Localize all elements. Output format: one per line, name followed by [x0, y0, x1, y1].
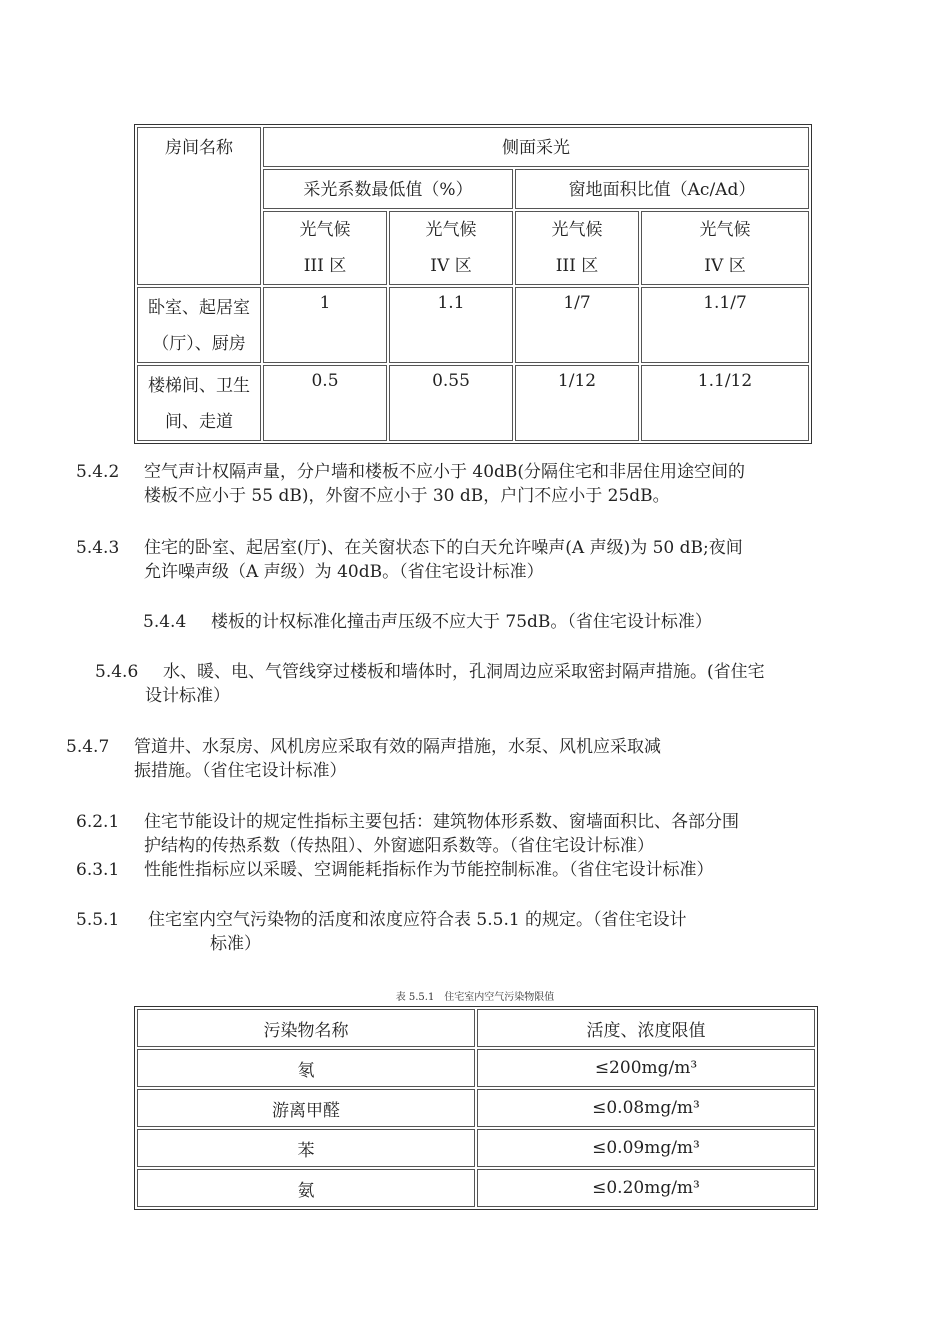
clause-text: 住宅室内空气污染物的活度和浓度应符合表 5.5.1 的规定。（省住宅设计	[148, 910, 687, 930]
value-cell: 1/12	[515, 365, 639, 441]
clause-text: 空气声计权隔声量，分户墙和楼板不应小于 40dB(分隔住宅和非居住用途空间的	[144, 462, 746, 482]
clause-number: 5.4.6	[95, 662, 139, 682]
clause-text: 住宅节能设计的规定性指标主要包括：建筑物体形系数、窗墙面积比、各部分围	[144, 812, 739, 832]
clause-5-5-1	[76, 908, 687, 956]
room-name-header: 房间名称	[137, 127, 261, 285]
coef-header: 采光系数最低值（%）	[263, 169, 513, 209]
lighting-table	[134, 124, 812, 444]
pollutant-limit: ≤0.20mg/m³	[477, 1169, 815, 1207]
clause-5-4-4	[143, 610, 712, 634]
clause-text-cont: 允许噪声级（A 声级）为 40dB。（省住宅设计标准）	[144, 562, 544, 582]
table-row	[137, 1169, 815, 1207]
value-cell: 1	[263, 287, 387, 363]
zone-header: 光气候 IV 区	[641, 211, 809, 285]
clause-text-cont: 振措施。（省住宅设计标准）	[134, 761, 347, 781]
clause-6-3-1	[76, 858, 714, 882]
value-cell: 0.55	[389, 365, 513, 441]
zone-header: 光气候 IV 区	[389, 211, 513, 285]
table-row	[137, 287, 809, 363]
clause-5-4-3	[76, 536, 743, 584]
clause-text: 性能性指标应以采暖、空调能耗指标作为节能控制标准。（省住宅设计标准）	[144, 860, 714, 880]
table-row	[137, 1049, 815, 1087]
clause-number: 5.4.4	[143, 612, 187, 632]
clause-text-cont: 标准）	[210, 934, 261, 954]
clause-number: 5.4.2	[76, 462, 120, 482]
clause-text: 水、暖、电、气管线穿过楼板和墙体时，孔洞周边应采取密封隔声措施。(省住宅	[163, 662, 765, 682]
clause-5-4-2	[76, 460, 745, 508]
pollutant-name: 氡	[137, 1049, 475, 1087]
clause-text: 住宅的卧室、起居室(厅)、在关窗状态下的白天允许噪声(A 声级)为 50 dB;夜间	[144, 538, 743, 558]
pollutant-table	[134, 1006, 818, 1210]
pollutant-name: 游离甲醛	[137, 1089, 475, 1127]
room-name-cell: 楼梯间、卫生 间、走道	[137, 365, 261, 441]
clause-number: 5.5.1	[76, 910, 120, 930]
column-header: 污染物名称	[137, 1009, 475, 1047]
column-header: 活度、浓度限值	[477, 1009, 815, 1047]
table-row	[137, 365, 809, 441]
table-row	[137, 1129, 815, 1167]
clause-text: 楼板的计权标准化撞击声压级不应大于 75dB。（省住宅设计标准）	[211, 612, 712, 632]
pollutant-limit: ≤0.08mg/m³	[477, 1089, 815, 1127]
clause-number: 5.4.3	[76, 538, 120, 558]
room-name-cell: 卧室、起居室 （厅）、厨房	[137, 287, 261, 363]
zone-header: 光气候 III 区	[515, 211, 639, 285]
ratio-header: 窗地面积比值（Ac/Ad）	[515, 169, 809, 209]
clause-text-cont: 楼板不应小于 55 dB)，外窗不应小于 30 dB，户门不应小于 25dB。	[144, 486, 670, 506]
value-cell: 1.1/12	[641, 365, 809, 441]
clause-5-4-6	[95, 660, 765, 708]
clause-number: 6.3.1	[76, 860, 120, 880]
table-caption: 表 5.5.1 住宅室内空气污染物限值	[395, 992, 555, 1003]
clause-text: 管道井、水泵房、风机房应采取有效的隔声措施，水泵、风机应采取减	[134, 737, 661, 757]
table-header-row	[137, 1009, 815, 1047]
clause-6-2-1	[76, 810, 739, 858]
pollutant-name: 氨	[137, 1169, 475, 1207]
value-cell: 0.5	[263, 365, 387, 441]
pollutant-limit: ≤200mg/m³	[477, 1049, 815, 1087]
pollutant-name: 苯	[137, 1129, 475, 1167]
clause-number: 6.2.1	[76, 812, 120, 832]
clause-number: 5.4.7	[66, 737, 110, 757]
value-cell: 1.1	[389, 287, 513, 363]
zone-header: 光气候 III 区	[263, 211, 387, 285]
value-cell: 1/7	[515, 287, 639, 363]
clause-5-4-7	[66, 735, 661, 783]
clause-text-cont: 护结构的传热系数（传热阻）、外窗遮阳系数等。（省住宅设计标准）	[144, 836, 654, 856]
table-row	[137, 1089, 815, 1127]
pollutant-limit: ≤0.09mg/m³	[477, 1129, 815, 1167]
value-cell: 1.1/7	[641, 287, 809, 363]
clause-text-cont: 设计标准）	[145, 686, 230, 706]
side-lighting-header: 侧面采光	[263, 127, 809, 167]
